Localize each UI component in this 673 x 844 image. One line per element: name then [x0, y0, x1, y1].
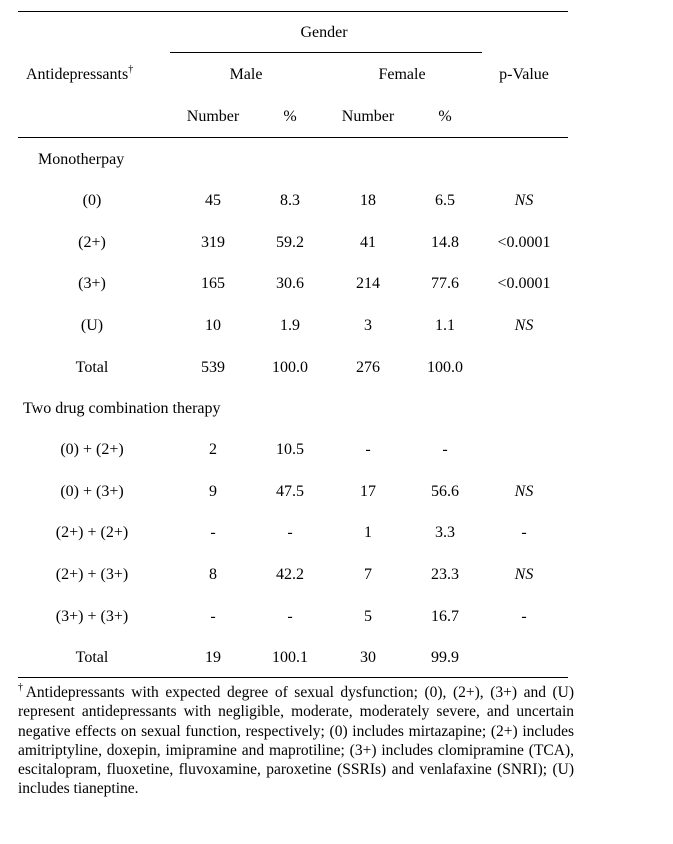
cell-male-percent: 47.5 — [276, 483, 304, 500]
cell-male-number: 9 — [209, 483, 217, 500]
cell-male-number: 319 — [201, 234, 225, 251]
cell-female-number: 1 — [364, 524, 372, 541]
cell-female-percent: 1.1 — [435, 317, 455, 334]
cell-male-number: 10 — [205, 317, 221, 334]
cell-female-number: 17 — [360, 483, 376, 500]
footnote-dagger: † — [18, 681, 26, 693]
header-bottom-rule — [18, 137, 568, 138]
cell-pvalue: NS — [514, 192, 534, 209]
cell-female-percent: 99.9 — [431, 649, 459, 666]
cell-pvalue: NS — [514, 483, 534, 500]
cell-male-number: - — [210, 524, 216, 541]
cell-male-percent: 100.0 — [272, 359, 308, 376]
table-footnote — [18, 683, 574, 799]
cell-male-percent: - — [287, 608, 293, 625]
header-pvalue: p-Value — [499, 66, 549, 83]
row-label: (0) — [82, 192, 102, 209]
cell-female-percent: 56.6 — [431, 483, 459, 500]
cell-male-number: 19 — [205, 649, 221, 666]
row-label: (0) + (2+) — [60, 441, 124, 458]
cell-pvalue: - — [521, 608, 527, 625]
header-male: Male — [229, 66, 263, 83]
cell-pvalue: - — [521, 524, 527, 541]
header-male-percent: % — [283, 108, 297, 125]
cell-pvalue: <0.0001 — [497, 275, 551, 292]
cell-female-percent: 100.0 — [427, 359, 463, 376]
cell-male-percent: 1.9 — [280, 317, 300, 334]
cell-female-percent: - — [442, 441, 448, 458]
cell-female-number: 41 — [360, 234, 376, 251]
header-antidepressants — [26, 63, 134, 84]
cell-male-number: 2 — [209, 441, 217, 458]
section-title-monotherapy: Monotherpay — [38, 151, 125, 168]
table-top-rule — [18, 11, 568, 12]
gender-group-rule — [170, 52, 482, 53]
cell-female-percent: 14.8 — [431, 234, 459, 251]
cell-male-percent: 10.5 — [276, 441, 304, 458]
cell-female-percent: 6.5 — [435, 192, 455, 209]
section-title-combination: Two drug combination therapy — [23, 400, 221, 417]
cell-male-percent: 42.2 — [276, 566, 304, 583]
row-label-total: Total — [75, 649, 109, 666]
cell-male-number: 8 — [209, 566, 217, 583]
header-antidepressants-text: Antidepressants — [26, 66, 129, 83]
header-female-percent: % — [438, 108, 452, 125]
cell-female-percent: 23.3 — [431, 566, 459, 583]
cell-female-percent: 3.3 — [435, 524, 455, 541]
cell-pvalue: <0.0001 — [497, 234, 551, 251]
cell-male-number: 165 — [201, 275, 225, 292]
cell-male-percent: 8.3 — [280, 192, 300, 209]
cell-female-number: 18 — [360, 192, 376, 209]
row-label: (2+) + (3+) — [55, 566, 129, 583]
cell-female-number: - — [365, 441, 371, 458]
cell-female-number: 5 — [364, 608, 372, 625]
row-label: (3+) — [78, 275, 106, 292]
cell-female-number: 7 — [364, 566, 372, 583]
cell-female-number: 3 — [364, 317, 372, 334]
header-female-number: Number — [341, 108, 395, 125]
header-gender: Gender — [300, 24, 348, 41]
cell-female-number: 214 — [356, 275, 380, 292]
table-bottom-rule — [18, 677, 568, 678]
cell-male-percent: - — [287, 524, 293, 541]
cell-female-number: 30 — [360, 649, 376, 666]
row-label: (2+) + (2+) — [55, 524, 129, 541]
cell-female-number: 276 — [356, 359, 380, 376]
cell-male-number: - — [210, 608, 216, 625]
cell-female-percent: 16.7 — [431, 608, 459, 625]
cell-pvalue: NS — [514, 317, 534, 334]
cell-male-percent: 59.2 — [276, 234, 304, 251]
header-male-number: Number — [186, 108, 240, 125]
row-label-total: Total — [75, 359, 109, 376]
cell-female-percent: 77.6 — [431, 275, 459, 292]
row-label: (2+) — [78, 234, 106, 251]
row-label: (U) — [80, 317, 104, 334]
cell-pvalue: NS — [514, 566, 534, 583]
header-female: Female — [378, 66, 426, 83]
cell-male-number: 539 — [201, 359, 225, 376]
header-dagger: † — [128, 63, 134, 75]
row-label: (0) + (3+) — [60, 483, 124, 500]
row-label: (3+) + (3+) — [55, 608, 129, 625]
cell-male-percent: 100.1 — [272, 649, 308, 666]
cell-male-percent: 30.6 — [276, 275, 304, 292]
footnote-text: Antidepressants with expected degree of sexual dysfunction; (0), (2+), (3+) and (U) represent antidepressants with negligible, moderate, moderately severe, and uncertain negative effects on sexual function, respectively; (0) includes mirtazapine; (2+) includes amitriptyline, doxepin, imipramine and maprotiline; (3+) includes clomipramine (TCA), escitalopram, fluoxetine, fluvoxamine, paroxetine (SSRIs) and venlafaxine (SNRI); (U) includes tianeptine. — [18, 684, 575, 798]
cell-male-number: 45 — [205, 192, 221, 209]
